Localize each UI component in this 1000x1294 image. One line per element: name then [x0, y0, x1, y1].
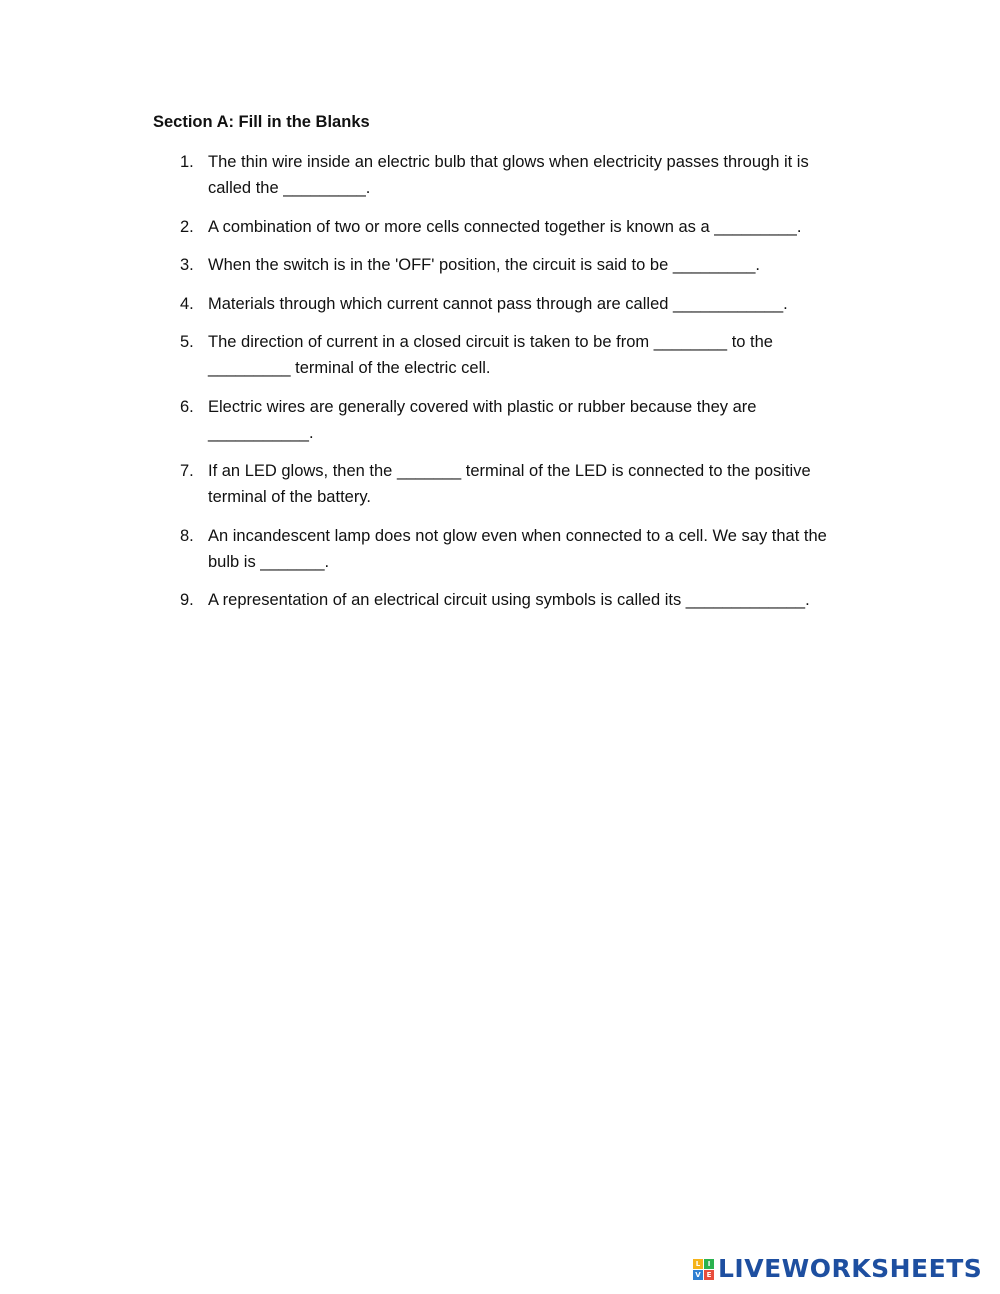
section-title: Section A: Fill in the Blanks	[153, 113, 370, 131]
logo-icon	[693, 1259, 714, 1280]
question-number: 6.	[180, 397, 194, 416]
question-text: If an LED glows, then the _______ terminal of the LED is connected to the positive terminal of the battery.	[208, 462, 811, 506]
question-number: 9.	[180, 591, 194, 609]
question-item	[180, 149, 850, 201]
logo-letter-l: L	[693, 1259, 703, 1269]
question-text: Materials through which current cannot pass through are called ____________.	[208, 294, 788, 313]
question-text: The thin wire inside an electric bulb that glows when electricity passes through it is called the _________.	[208, 153, 809, 197]
liveworksheets-logo[interactable]	[693, 1254, 982, 1284]
question-item	[180, 458, 850, 510]
question-item	[180, 587, 850, 613]
question-item	[180, 252, 850, 278]
question-number: 5.	[180, 333, 194, 351]
question-text: Electric wires are generally covered with plastic or rubber because they are ___________.	[208, 397, 757, 442]
question-item	[180, 214, 850, 240]
question-item	[180, 523, 850, 575]
question-item	[180, 291, 850, 317]
question-item	[180, 394, 850, 446]
question-list	[180, 149, 850, 626]
question-number: 7.	[180, 462, 194, 480]
logo-letter-v: V	[693, 1270, 703, 1280]
question-number: 8.	[180, 526, 194, 545]
question-text: An incandescent lamp does not glow even when connected to a cell. We say that the bulb is _______.	[208, 526, 827, 571]
question-text: The direction of current in a closed circuit is taken to be from ________ to the _________ terminal of the electric cell.	[208, 333, 773, 377]
logo-wordmark: LIVEWORKSHEETS	[718, 1254, 983, 1283]
question-item	[180, 329, 850, 381]
question-text: A combination of two or more cells connected together is known as a _________.	[208, 217, 802, 236]
logo-letter-e: E	[704, 1270, 714, 1280]
question-text: When the switch is in the 'OFF' position, the circuit is said to be _________.	[208, 256, 761, 274]
question-number: 4.	[180, 294, 194, 313]
logo-letter-i: I	[704, 1259, 714, 1269]
question-text: A representation of an electrical circuit using symbols is called its _____________.	[208, 591, 810, 609]
question-number: 2.	[180, 217, 194, 236]
question-number: 1.	[180, 153, 194, 171]
question-number: 3.	[180, 256, 194, 274]
